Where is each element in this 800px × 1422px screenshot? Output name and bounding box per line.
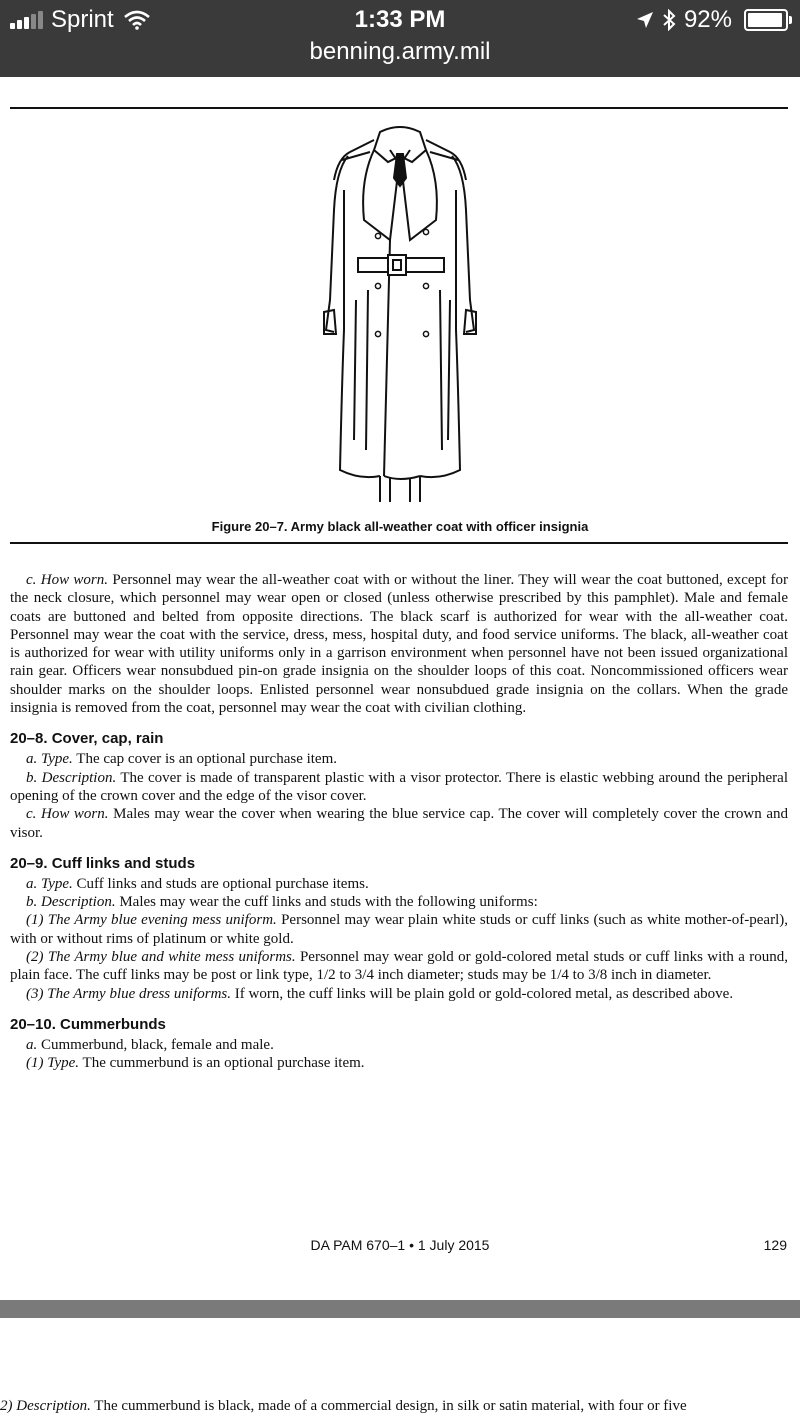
document-body [10, 571, 788, 1073]
top-rule [10, 107, 788, 109]
caption-rule [10, 542, 788, 544]
page-number: 129 [763, 1237, 787, 1253]
coat-illustration [300, 120, 500, 505]
clock: 1:33 PM [354, 6, 446, 33]
battery-fill [748, 13, 782, 27]
publication-info: DA PAM 670–1 • 1 July 2015 [310, 1237, 490, 1253]
paragraph-cufflinks-mess: (2) The Army blue and white mess uniforms. Personnel may wear gold or gold-colored metal studs or cuff links with a round, plain face. The cuff links may be post or link type, 1/2 to 3/4 inch diameter; studs may be 1/4 to 3/8 inch in diameter. [10, 949, 788, 984]
paragraph-cummerbund-a: a. Cummerbund, black, female and male. [26, 1036, 274, 1053]
paragraph-cover-type: a. Type. The cap cover is an optional purchase item. [26, 751, 338, 768]
heading-20-8: 20–8. Cover, cap, rain [10, 730, 164, 748]
bluetooth-icon [662, 9, 676, 31]
paragraph-cover-description: b. Description. The cover is made of transparent plastic with a visor protector. There is elastic webbing around the peripheral opening of the crown cover and the edge of the visor cover. [10, 769, 789, 804]
battery-icon [744, 9, 788, 31]
carrier-name: Sprint [51, 6, 114, 33]
status-right [636, 6, 788, 34]
battery-percent: 92% [683, 6, 732, 33]
next-page-text: 2) Description. The cummerbund is black, made of a commercial design, in silk or satin material, with four or five [0, 1398, 687, 1414]
paragraph-cufflinks-description: b. Description. Males may wear the cuff links and studs with the following uniforms: [26, 894, 538, 911]
paragraph-cufflinks-type: a. Type. Cuff links and studs are optional purchase items. [26, 875, 369, 892]
page-separator [0, 1300, 800, 1318]
figure-caption: Figure 20–7. Army black all-weather coat with officer insignia [211, 519, 589, 534]
paragraph-how-worn-coat: c. How worn. Personnel may wear the all-weather coat with or without the liner. They will wear the coat buttoned, except for the neck closure, which personnel may wear open or closed (unless otherwise prescribed by this pamphlet). Male and female coats are buttoned and belted from opposite directions. The black scarf is authorized for wear with the all-weather coat. Personnel may wear the coat with the service, dress, mess, hospital duty, and food service uniforms. The black, all-weather coat is authorized for wear with utility uniforms only in a garrison environment when personnel have not been issued organizational rain gear. Officers wear nonsubdued pin-on grade insignia on the shoulder loops of this coat. Noncommissioned officers wear shoulder marks on the shoulder loops. Enlisted personnel wear nonsubdued grade insignia on the collars. When the grade insignia is removed from the coat, personnel may wear the coat with civilian clothing. [10, 572, 788, 717]
location-arrow-icon [636, 11, 654, 29]
heading-20-10: 20–10. Cummerbunds [10, 1015, 166, 1033]
paragraph-cufflinks-dress: (3) The Army blue dress uniforms. If worn, the cuff links will be plain gold or gold-colored metal, as described above. [26, 985, 734, 1002]
paragraph-cover-how-worn: c. How worn. Males may wear the cover when wearing the blue service cap. The cover will completely cover the crown and visor. [10, 806, 788, 841]
paragraph-cufflinks-evening-mess: (1) The Army blue evening mess uniform. Personnel may wear plain white studs or cuff links (such as white mother-of-pearl), with or without rims of platinum or white gold. [10, 912, 788, 947]
status-bar [0, 0, 800, 77]
paragraph-cummerbund-type: (1) Type. The cummerbund is an optional purchase item. [26, 1055, 365, 1072]
address-url[interactable]: benning.army.mil [309, 38, 491, 65]
heading-20-9: 20–9. Cuff links and studs [10, 854, 196, 872]
